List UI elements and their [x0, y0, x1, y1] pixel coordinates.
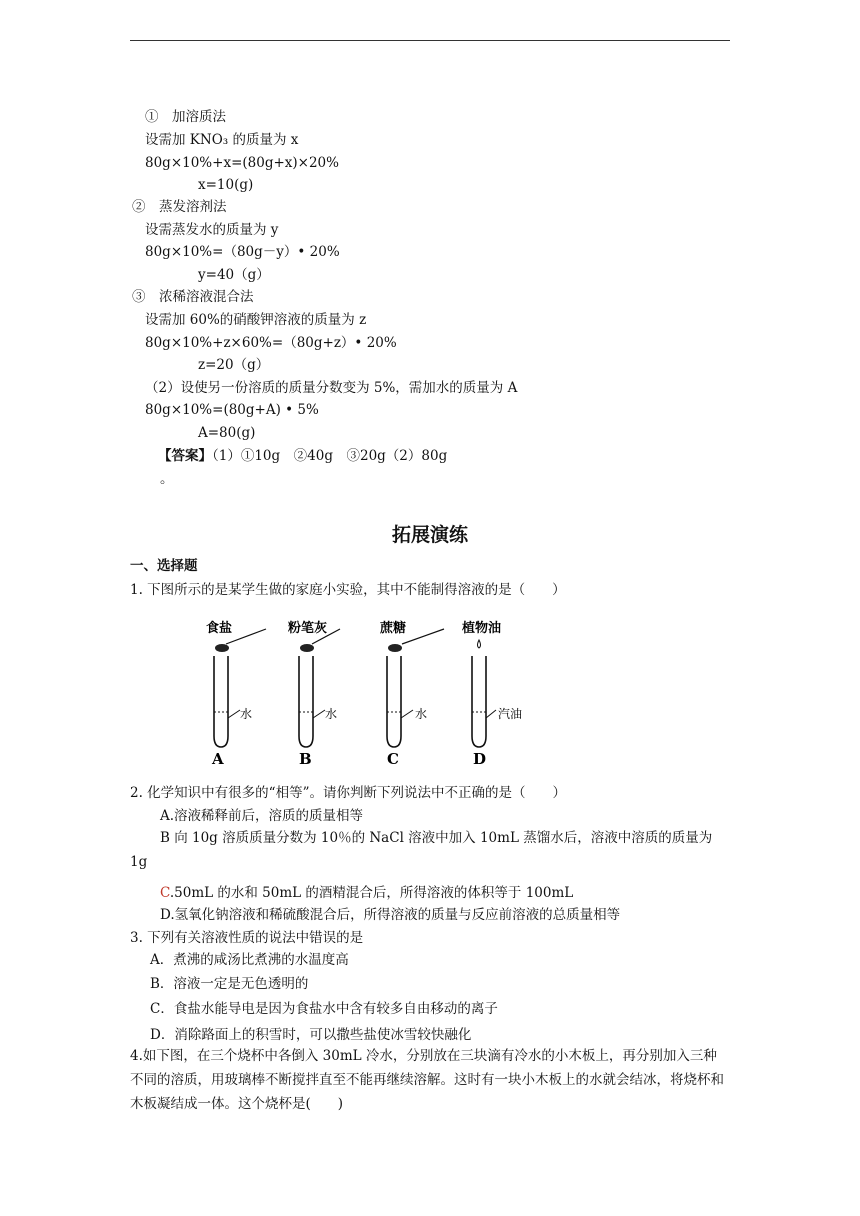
section-title: 拓展演练: [391, 524, 468, 546]
answer-text: （1）①10g ②40g ③20g（2）80g: [212, 448, 448, 464]
pointer-line: [228, 710, 240, 718]
header-rule: [130, 40, 730, 41]
method-3-line-3: z=20（g）: [198, 357, 270, 373]
tube-c: [380, 620, 444, 768]
tube-c-letter: C: [387, 750, 399, 768]
q1-stem: 1. 下图所示的是某学生做的家庭小实验，其中不能制得溶液的是（ ）: [130, 582, 566, 598]
tube-b-substance-label: 粉笔灰: [288, 621, 328, 636]
pointer-line: [401, 710, 413, 718]
salt-pile-icon: [215, 644, 229, 652]
tube-d-substance-label: 植物油: [462, 621, 502, 636]
tube-b: [287, 620, 340, 768]
q3-option-c: C．食盐水能导电是因为食盐水中含有较多自由移动的离子: [150, 1001, 498, 1017]
tube-b-letter: B: [299, 750, 312, 768]
sugar-pile-icon: [388, 644, 402, 652]
tube-a: [206, 620, 266, 768]
method-3-line-1: 设需加 60%的硝酸钾溶液的质量为 z: [145, 312, 367, 328]
oil-drop-icon: [478, 640, 481, 648]
tube-a-substance-label: 食盐: [206, 621, 233, 636]
tube-c-liquid-label: 水: [415, 707, 428, 721]
q2-stem: 2. 化学知识中有很多的“相等”。请你判断下列说法中不正确的是（ ）: [130, 785, 566, 801]
answer-line: [158, 447, 447, 465]
tube-b-liquid-label: 水: [325, 707, 338, 721]
test-tube-icon: [387, 656, 401, 747]
q3-option-d: D．消除路面上的积雪时，可以撒些盐使冰雪较快融化: [150, 1027, 472, 1043]
q2-option-d: D.氢氧化钠溶液和稀硫酸混合后，所得溶液的质量与反应前溶液的总质量相等: [160, 907, 621, 923]
method-2-line-1: 设需蒸发水的质量为 y: [145, 222, 279, 238]
q2-option-c: [160, 884, 573, 902]
tube-a-liquid-label: 水: [240, 707, 253, 721]
q2-option-c-text: .50mL 的水和 50mL 的酒精混合后，所得溶液的体积等于 100mL: [169, 885, 574, 901]
part-2-line-3: A=80(g): [198, 425, 256, 441]
pointer-line: [486, 710, 496, 718]
q2-option-c-letter: C: [160, 885, 170, 901]
part-title: 一、选择题: [130, 558, 198, 574]
q3-option-a: A．煮沸的咸汤比煮沸的水温度高: [150, 952, 349, 968]
method-1-line-2: 80g×10%+x=(80g+x)×20%: [145, 155, 339, 171]
tube-d: [462, 620, 522, 768]
q2-option-a: A.溶液稀释前后，溶质的质量相等: [160, 808, 364, 824]
pointer-line: [313, 710, 325, 718]
answer-period: 。: [160, 471, 174, 487]
method-3-line-2: 80g×10%+z×60%=（80g+z）• 20%: [145, 335, 397, 351]
q2-option-b: B 向 10g 溶质质量分数为 10％的 NaCl 溶液中加入 10mL 蒸馏水后，溶液中溶质的质量为 1g: [130, 830, 713, 870]
q3-option-b: B．溶液一定是无色透明的: [150, 976, 309, 992]
method-3-title: ③ 浓稀溶液混合法: [132, 289, 254, 305]
method-1-line-1: 设需加 KNO₃ 的质量为 x: [145, 132, 299, 148]
tube-c-substance-label: 蔗糖: [380, 621, 407, 636]
test-tube-icon: [299, 656, 313, 747]
method-1-title: ① 加溶质法: [145, 109, 226, 125]
q3-stem: 3. 下列有关溶液性质的说法中错误的是: [130, 930, 364, 946]
method-2-line-3: y=40（g）: [198, 267, 270, 283]
test-tube-figure: [190, 614, 550, 770]
chalk-pile-icon: [300, 644, 314, 652]
tube-a-letter: A: [212, 750, 224, 768]
method-1-line-3: x=10(g): [198, 177, 254, 193]
test-tube-icon: [472, 656, 486, 747]
method-2-line-2: 80g×10%=（80g－y）• 20%: [145, 244, 340, 260]
answer-tag: 【答案】: [158, 448, 212, 464]
q4-stem: 4.如下图，在三个烧杯中各倒入 30mL 冷水，分别放在三块滴有冷水的小木板上，再分别加入三种不同的溶质，用玻璃棒不断搅拌直至不能再继续溶解。这时有一块小木板上的水就会结冰，将烧杯和木板凝结成一体。这个烧杯是( ): [130, 1048, 724, 1112]
tube-d-liquid-label: 汽油: [498, 707, 523, 721]
method-2-title: ② 蒸发溶剂法: [132, 199, 227, 215]
tube-d-letter: D: [473, 750, 487, 768]
part-2-line-1: （2）设使另一份溶质的质量分数变为 5%，需加水的质量为 A: [145, 380, 518, 396]
part-2-line-2: 80g×10%=(80g+A) • 5%: [145, 402, 319, 418]
pointer-line: [402, 629, 444, 644]
test-tube-icon: [214, 656, 228, 747]
